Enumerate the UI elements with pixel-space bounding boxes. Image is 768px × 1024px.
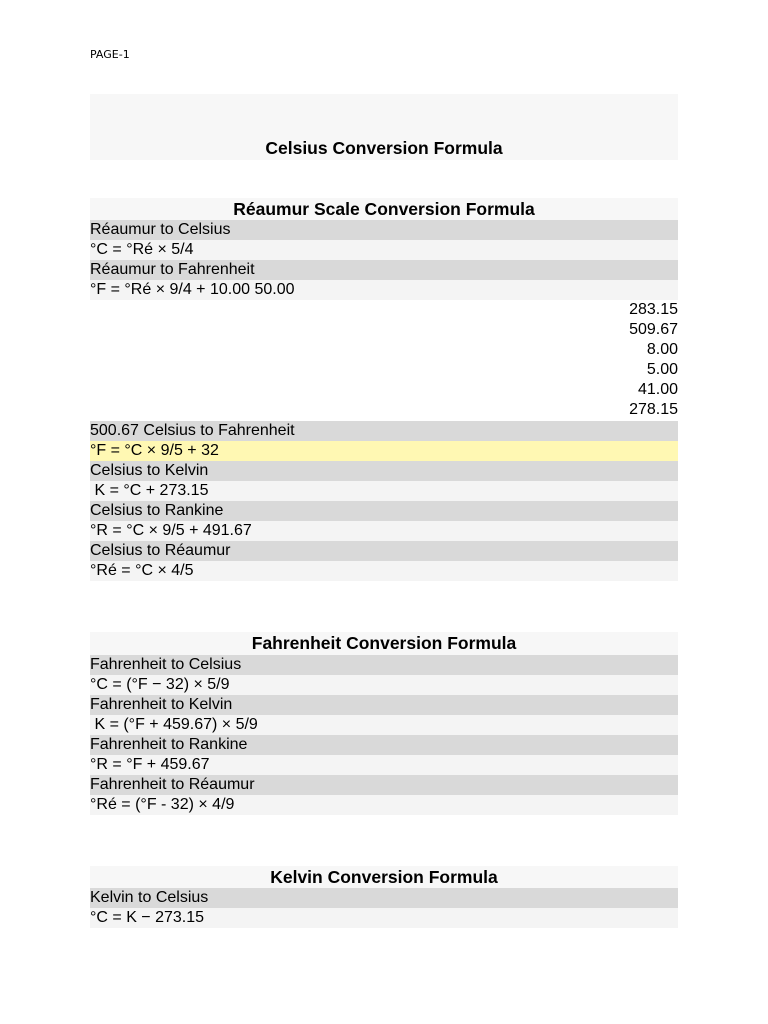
celsius-row-5: Celsius to Rankine <box>90 501 678 521</box>
fahrenheit-row-4: K = (°F + 459.67) × 5/9 <box>90 715 678 735</box>
celsius-row-1: 500.67 Celsius to Fahrenheit <box>90 421 678 441</box>
fahrenheit-row-5: Fahrenheit to Rankine <box>90 735 678 755</box>
reaumur-row-1: Réaumur to Celsius <box>90 220 678 240</box>
celsius-row-6: °R = °C × 9/5 + 491.67 <box>90 521 678 541</box>
fahrenheit-title: Fahrenheit Conversion Formula <box>251 633 517 653</box>
celsius-row-8: °Ré = °C × 4/5 <box>90 561 678 581</box>
fahrenheit-row-3: Fahrenheit to Kelvin <box>90 695 678 715</box>
reaumur-title: Réaumur Scale Conversion Formula <box>233 199 535 219</box>
number-row-6: 278.15 <box>629 401 678 418</box>
celsius-row-2: °F = °C × 9/5 + 32 <box>90 441 678 461</box>
celsius-row-3: Celsius to Kelvin <box>90 461 678 481</box>
fahrenheit-row-6: °R = °F + 459.67 <box>90 755 678 775</box>
fahrenheit-row-1: Fahrenheit to Celsius <box>90 655 678 675</box>
number-row-4: 5.00 <box>646 361 678 378</box>
reaumur-row-2: °C = °Ré × 5/4 <box>90 240 678 260</box>
fahrenheit-row-8: °Ré = (°F - 32) × 4/9 <box>90 795 678 815</box>
number-row-1: 283.15 <box>629 301 678 318</box>
number-row-3: 8.00 <box>646 341 678 358</box>
reaumur-row-4: °F = °Ré × 9/4 + 10.00 50.00 <box>90 280 678 300</box>
kelvin-title: Kelvin Conversion Formula <box>270 867 498 887</box>
reaumur-row-3: Réaumur to Fahrenheit <box>90 260 678 280</box>
celsius-row-7: Celsius to Réaumur <box>90 541 678 561</box>
number-row-2: 509.67 <box>629 321 678 338</box>
kelvin-row-1: Kelvin to Celsius <box>90 888 678 908</box>
celsius-row-4: K = °C + 273.15 <box>90 481 678 501</box>
page-label: PAGE-1 <box>90 48 130 61</box>
kelvin-row-2: °C = K − 273.15 <box>90 908 678 928</box>
fahrenheit-row-7: Fahrenheit to Réaumur <box>90 775 678 795</box>
number-row-5: 41.00 <box>637 381 678 398</box>
fahrenheit-row-2: °C = (°F − 32) × 5/9 <box>90 675 678 695</box>
celsius-title: Celsius Conversion Formula <box>265 138 503 158</box>
